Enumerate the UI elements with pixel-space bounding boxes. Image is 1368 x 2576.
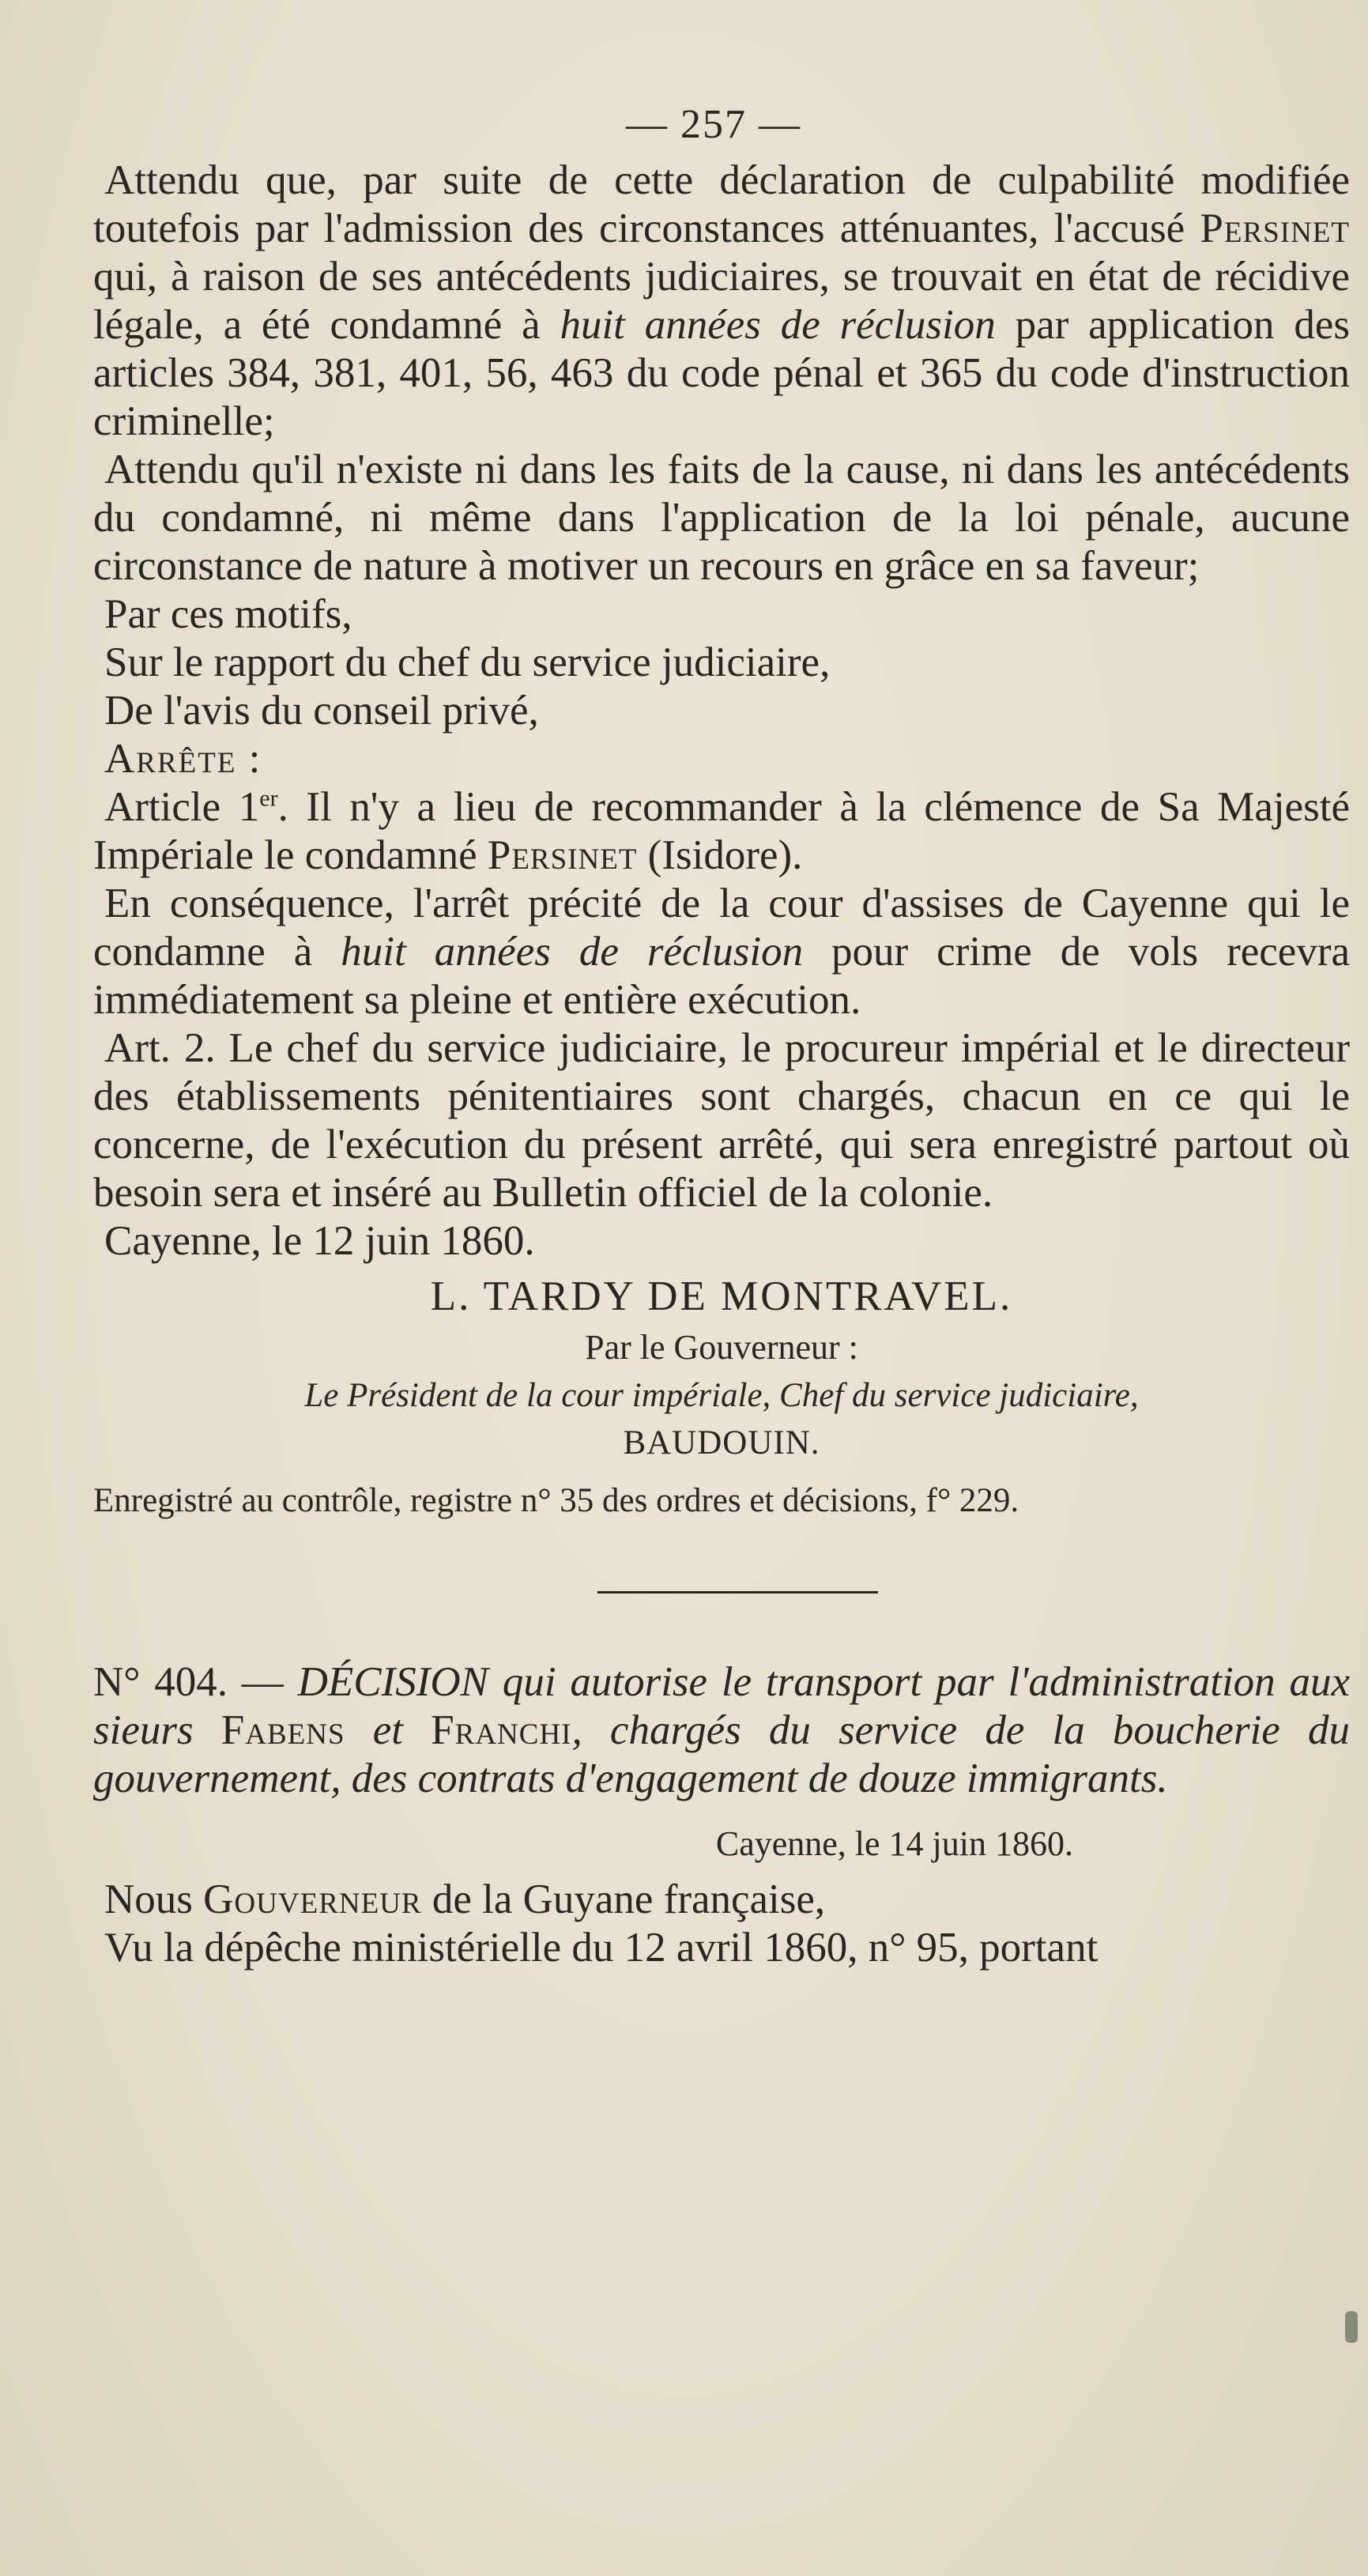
- page-content: [93, 93, 1350, 1972]
- page-number: — 257 —: [626, 102, 801, 147]
- person-name: Fabens: [220, 1707, 345, 1753]
- text-span: Article 1: [104, 784, 260, 830]
- decision-date: Cayenne, le 14 juin 1860.: [715, 1824, 1073, 1863]
- text-span: qui autorise le transport par l'administration aux sieurs: [93, 1659, 1350, 1753]
- paragraph-nous: [93, 1876, 1350, 1924]
- registration-note: Enregistré au contrôle, registre n° 35 des ordres et décisions, f° 229.: [93, 1482, 1019, 1519]
- paragraph-attendu-1: [93, 157, 1350, 446]
- governor-word: Gouverneur: [203, 1876, 422, 1922]
- text-span: (Isidore).: [637, 832, 803, 878]
- paragraph-article-1: [93, 783, 1350, 880]
- accused-name: Persinet: [487, 832, 638, 878]
- paragraph-avis: De l'avis du conseil privé,: [104, 688, 539, 734]
- text-span: , chargés du service de la boucherie du gouvernement, des contrats d'engagement de douze immigrants.: [93, 1707, 1350, 1801]
- ink-blot: [1345, 2311, 1358, 2343]
- decision-title: DÉCISION: [297, 1659, 489, 1705]
- paragraph-consequence: [93, 880, 1350, 1024]
- text-span: de la Guyane française,: [421, 1876, 826, 1922]
- text-span: . Il n'y a lieu de recommander à la clémence de Sa Majesté Impériale le condamné: [93, 784, 1350, 878]
- paragraph-vu: Vu la dépêche ministérielle du 12 avril 1860, n° 95, portant: [104, 1925, 1099, 1971]
- paragraph-rapport: Sur le rapport du chef du service judiciaire,: [104, 639, 831, 685]
- signer-title: Le Président de la cour impériale, Chef du service judiciaire,: [304, 1377, 1139, 1414]
- by-governor-line: Par le Gouverneur :: [585, 1328, 858, 1367]
- decision-heading: [93, 1658, 1350, 1803]
- text-span: qui, à raison de ses antécédents judiciaires, se trouvait en état de récidive légale, a été condamné à: [93, 254, 1350, 348]
- superscript: er: [259, 785, 278, 812]
- signer-name: BAUDOUIN.: [623, 1424, 820, 1461]
- sentence-italic: huit années de réclusion: [560, 302, 996, 348]
- accused-name: Persinet: [1200, 206, 1350, 251]
- person-name: Franchi: [431, 1707, 572, 1753]
- text-span: En conséquence, l'arrêt précité de la cour d'assises de Cayenne qui le condamne à: [93, 881, 1350, 975]
- governor-signature: L. TARDY DE MONTRAVEL.: [430, 1273, 1013, 1319]
- arrete-heading: Arrête :: [104, 736, 262, 782]
- text-span: Attendu que, par suite de cette déclaration de culpabilité modifiée toutefois par l'admission des circonstances atténuantes, l'accusé: [93, 157, 1350, 251]
- section-divider: [597, 1591, 878, 1593]
- paragraph-attendu-2: Attendu qu'il n'existe ni dans les faits de la cause, ni dans les antécédents du condamné, ni même dans l'application de la loi pénale, aucune circonstance de nature à motiver un recours en grâce en sa faveur;: [93, 447, 1350, 589]
- text-span: et: [345, 1707, 432, 1753]
- decision-number: N° 404. —: [93, 1659, 298, 1705]
- paragraph-motifs: Par ces motifs,: [104, 591, 352, 637]
- paragraph-article-2: Art. 2. Le chef du service judiciaire, le procureur impérial et le directeur des établissements pénitentiaires sont chargés, chacun en ce qui le concerne, de l'exécution du présent arrêté, qui sera enregistré partout où besoin sera et inséré au Bulletin officiel de la colonie.: [93, 1025, 1350, 1216]
- text-span: pour crime de vols recevra immédiatement sa pleine et entière exécution.: [93, 929, 1350, 1023]
- paragraph-arrete: [93, 735, 1350, 783]
- text-span: par application des articles 384, 381, 401, 56, 463 du code pénal et 365 du code d'instruction criminelle;: [93, 302, 1351, 444]
- sentence-italic: huit années de réclusion: [341, 929, 804, 975]
- paragraph-date: Cayenne, le 12 juin 1860.: [104, 1218, 535, 1264]
- text-span: Nous: [104, 1876, 204, 1922]
